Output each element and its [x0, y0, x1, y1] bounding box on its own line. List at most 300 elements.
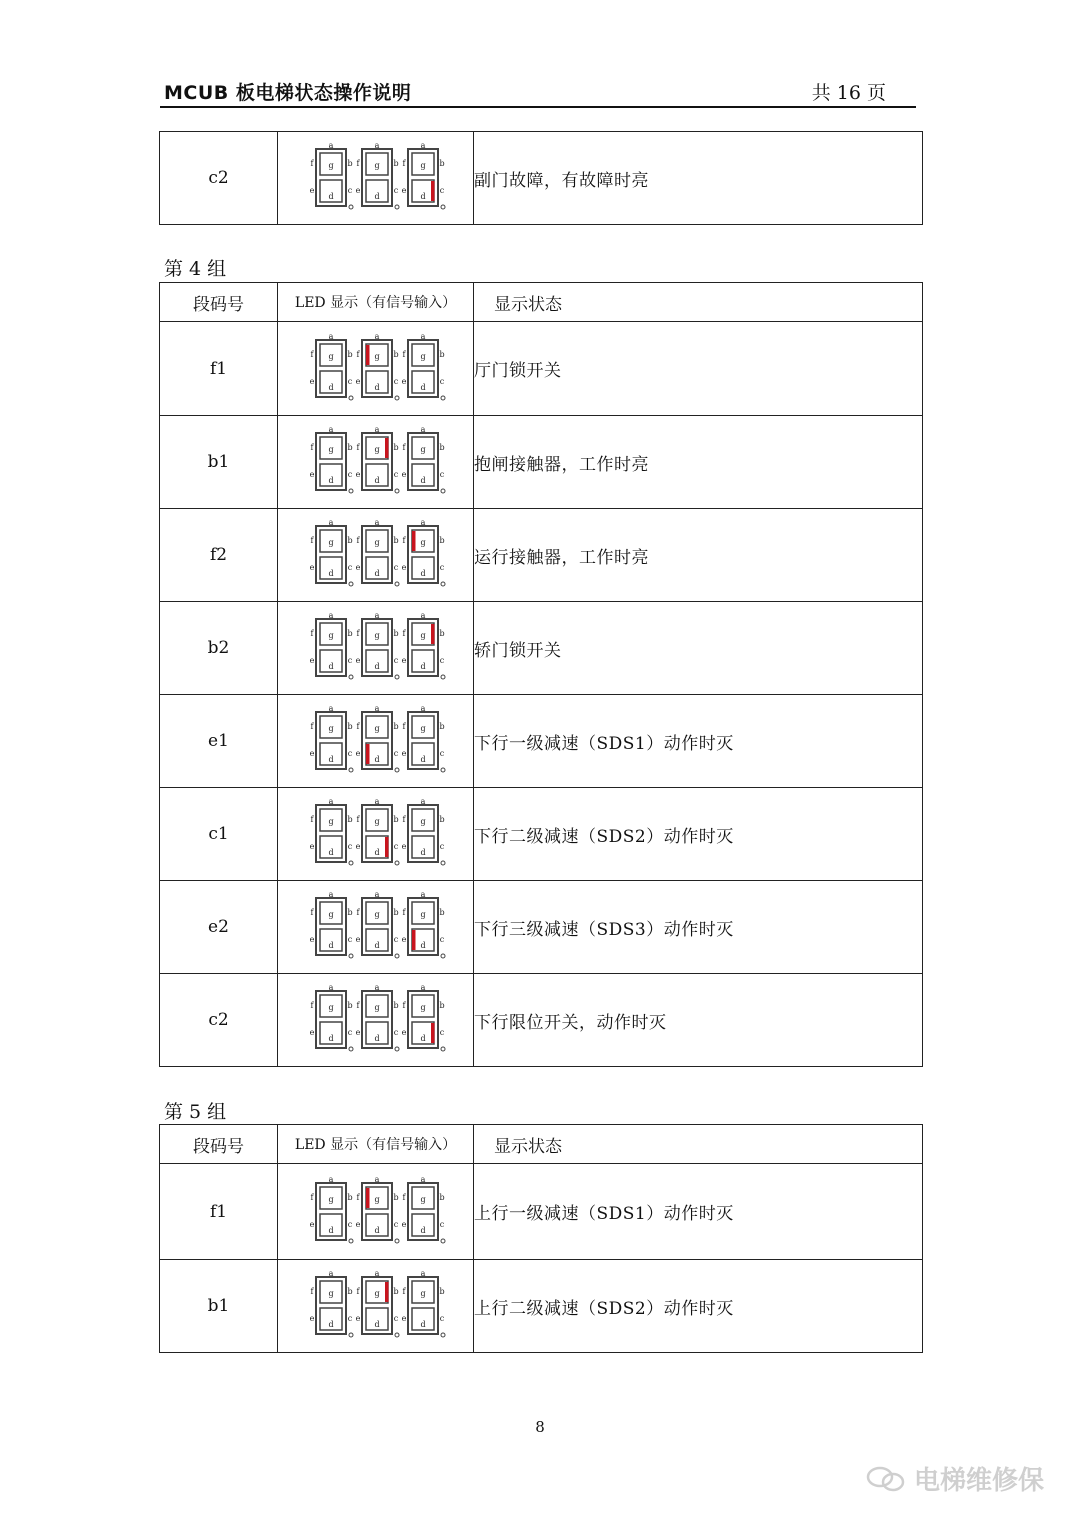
active-segment-f [366, 345, 370, 365]
segment-label-c: c [393, 842, 398, 851]
segment-label-e: e [401, 656, 406, 665]
segment-label-g: g [373, 724, 380, 733]
segment-label-b: b [346, 1287, 353, 1296]
led-digit-1 [309, 613, 352, 679]
led-digit-3 [401, 613, 444, 679]
segment-label-e: e [309, 186, 314, 195]
segment-label-e: e [401, 1314, 406, 1323]
table-row [160, 509, 923, 602]
header-desc: 显示状态 [474, 1125, 923, 1164]
segment-label-d: d [373, 1225, 380, 1235]
segment-label-a: a [374, 799, 379, 806]
segment-label-g: g [373, 1003, 380, 1012]
segment-label-e: e [309, 935, 314, 944]
segment-label-f: f [310, 443, 313, 452]
led-digit-2 [355, 143, 398, 209]
led-digit-2 [355, 1271, 398, 1337]
segment-label-g: g [373, 631, 380, 640]
segment-label-b: b [392, 815, 399, 824]
decimal-point [395, 675, 399, 679]
segment-label-b: b [392, 908, 399, 917]
table-row [160, 322, 923, 416]
decimal-point [395, 861, 399, 865]
led-digit-1 [309, 985, 352, 1051]
segment-label-c: c [393, 470, 398, 479]
segment-label-e: e [355, 186, 360, 195]
segment-label-f: f [402, 159, 405, 168]
led-digit-1 [309, 706, 352, 772]
segment-label-e: e [401, 563, 406, 572]
header-desc: 显示状态 [474, 283, 923, 322]
decimal-point [349, 396, 353, 400]
segment-label-b: b [438, 1001, 445, 1010]
segment-code: f1 [160, 322, 278, 416]
segment-label-a: a [374, 143, 379, 150]
segment-label-d: d [373, 941, 380, 950]
status-description: 下行二级减速（SDS2）动作时灭 [474, 788, 923, 881]
decimal-point [441, 396, 445, 400]
segment-label-f: f [402, 349, 405, 359]
segment-label-g: g [419, 817, 426, 826]
segment-label-a: a [420, 799, 425, 806]
segment-label-d: d [327, 941, 334, 950]
decimal-point [349, 582, 353, 586]
led-display-svg [306, 1271, 446, 1341]
header-led: LED 显示（有信号输入） [278, 1125, 474, 1164]
segment-label-d: d [373, 755, 380, 764]
segment-label-g: g [419, 161, 426, 170]
segment-label-a: a [420, 1271, 425, 1278]
segment-label-e: e [309, 1028, 314, 1037]
led-display-svg [306, 892, 446, 962]
active-segment-e [366, 744, 370, 764]
segment-code: c2 [160, 974, 278, 1067]
segment-label-b: b [392, 443, 399, 452]
led-digit-1 [309, 427, 352, 493]
segment-label-b: b [392, 349, 399, 359]
segment-label-b: b [392, 159, 399, 168]
segment-label-e: e [401, 470, 406, 479]
led-digit-1 [309, 1177, 352, 1243]
decimal-point [441, 1047, 445, 1051]
table-row [160, 695, 923, 788]
segment-label-d: d [419, 848, 426, 857]
status-description: 上行二级减速（SDS2）动作时灭 [474, 1260, 923, 1353]
segment-label-a: a [328, 1271, 333, 1278]
segment-label-a: a [374, 985, 379, 992]
decimal-point [349, 1333, 353, 1337]
led-digit-3 [401, 1177, 444, 1243]
segment-label-f: f [356, 159, 359, 168]
decimal-point [349, 489, 353, 493]
segment-label-a: a [374, 1176, 379, 1184]
segment-label-a: a [328, 333, 333, 341]
segment-label-a: a [420, 613, 425, 620]
segment-label-f: f [310, 1001, 313, 1010]
segment-label-d: d [419, 192, 426, 201]
segment-label-d: d [419, 476, 426, 485]
led-digit-3 [401, 985, 444, 1051]
led-display [278, 509, 474, 602]
segment-label-b: b [346, 815, 353, 824]
led-display [278, 132, 474, 225]
segment-label-f: f [402, 722, 405, 731]
group-4-label: 第 4 组 [164, 258, 227, 280]
segment-label-f: f [310, 908, 313, 917]
led-digit-3 [401, 706, 444, 772]
segment-label-b: b [346, 908, 353, 917]
segment-label-e: e [355, 1219, 360, 1229]
wechat-icon [866, 1465, 906, 1493]
segment-label-g: g [327, 1194, 334, 1204]
segment-label-g: g [373, 1194, 380, 1204]
segment-label-d: d [373, 569, 380, 578]
segment-label-b: b [392, 629, 399, 638]
decimal-point [395, 768, 399, 772]
active-segment-c [385, 837, 389, 857]
segment-code: e1 [160, 695, 278, 788]
segment-label-g: g [419, 910, 426, 919]
segment-label-g: g [327, 631, 334, 640]
segment-label-d: d [327, 755, 334, 764]
led-digit-2 [355, 427, 398, 493]
segment-label-g: g [373, 1289, 380, 1298]
segment-label-c: c [439, 656, 444, 665]
segment-label-e: e [355, 935, 360, 944]
segment-label-c: c [393, 1314, 398, 1323]
led-digit-2 [355, 613, 398, 679]
segment-label-c: c [347, 1314, 352, 1323]
segment-label-d: d [373, 1034, 380, 1043]
segment-label-d: d [327, 1034, 334, 1043]
led-display-svg [306, 143, 446, 213]
decimal-point [395, 1047, 399, 1051]
segment-label-g: g [419, 1194, 426, 1204]
segment-label-a: a [328, 520, 333, 527]
led-digit-3 [401, 799, 444, 865]
segment-label-c: c [439, 563, 444, 572]
segment-label-a: a [328, 892, 333, 899]
decimal-point [441, 861, 445, 865]
segment-code: b2 [160, 602, 278, 695]
segment-label-g: g [373, 445, 380, 454]
segment-code: f1 [160, 1164, 278, 1260]
segment-label-f: f [402, 536, 405, 545]
segment-label-b: b [438, 443, 445, 452]
segment-label-c: c [347, 1219, 352, 1229]
segment-label-g: g [419, 631, 426, 640]
table-header-row [160, 283, 923, 322]
table-row [160, 881, 923, 974]
led-digit-3 [401, 1271, 444, 1337]
segment-label-d: d [327, 192, 334, 201]
led-display-svg [306, 706, 446, 776]
segment-label-c: c [439, 1314, 444, 1323]
segment-label-c: c [393, 1028, 398, 1037]
segment-label-d: d [327, 569, 334, 578]
segment-label-f: f [356, 536, 359, 545]
segment-label-f: f [356, 1192, 359, 1202]
segment-label-f: f [310, 159, 313, 168]
segment-label-d: d [327, 1225, 334, 1235]
watermark [866, 1460, 1044, 1497]
segment-label-c: c [393, 749, 398, 758]
segment-label-e: e [355, 656, 360, 665]
segment-label-g: g [327, 351, 334, 361]
led-display-svg [306, 520, 446, 590]
segment-label-g: g [373, 817, 380, 826]
segment-label-e: e [309, 376, 314, 386]
table-row [160, 1164, 923, 1260]
table-group-4 [159, 282, 923, 1067]
segment-code: c2 [160, 132, 278, 225]
segment-label-e: e [355, 749, 360, 758]
segment-label-e: e [355, 376, 360, 386]
segment-label-a: a [328, 706, 333, 713]
status-description: 下行三级减速（SDS3）动作时灭 [474, 881, 923, 974]
segment-label-c: c [347, 935, 352, 944]
decimal-point [349, 205, 353, 209]
segment-label-d: d [419, 755, 426, 764]
segment-label-f: f [402, 815, 405, 824]
segment-label-b: b [438, 908, 445, 917]
segment-label-d: d [419, 662, 426, 671]
segment-label-f: f [310, 815, 313, 824]
led-digit-2 [355, 892, 398, 958]
header-code: 段码号 [160, 1125, 278, 1164]
decimal-point [395, 582, 399, 586]
segment-label-c: c [347, 842, 352, 851]
segment-label-f: f [356, 908, 359, 917]
status-description: 副门故障，有故障时亮 [474, 132, 923, 225]
segment-label-a: a [328, 985, 333, 992]
segment-label-f: f [356, 1287, 359, 1296]
segment-label-g: g [327, 817, 334, 826]
segment-label-f: f [402, 1001, 405, 1010]
table-row [160, 974, 923, 1067]
segment-label-e: e [355, 842, 360, 851]
segment-label-f: f [310, 1287, 313, 1296]
segment-label-g: g [373, 351, 380, 361]
segment-label-b: b [438, 349, 445, 359]
segment-label-f: f [402, 908, 405, 917]
segment-label-e: e [309, 1219, 314, 1229]
led-digit-1 [309, 334, 352, 400]
table-row [160, 132, 923, 225]
segment-label-g: g [419, 538, 426, 547]
segment-label-f: f [310, 1192, 313, 1202]
status-description: 下行限位开关，动作时灭 [474, 974, 923, 1067]
segment-label-e: e [401, 842, 406, 851]
segment-label-a: a [374, 613, 379, 620]
segment-label-g: g [419, 724, 426, 733]
led-display [278, 1164, 474, 1260]
segment-label-b: b [438, 1287, 445, 1296]
segment-label-a: a [328, 427, 333, 434]
segment-label-e: e [309, 656, 314, 665]
segment-label-b: b [438, 629, 445, 638]
led-digit-2 [355, 799, 398, 865]
segment-label-c: c [347, 656, 352, 665]
segment-label-c: c [439, 749, 444, 758]
table-row [160, 416, 923, 509]
segment-label-e: e [355, 563, 360, 572]
active-segment-f [412, 531, 416, 551]
active-segment-b [385, 1282, 389, 1302]
segment-label-c: c [439, 935, 444, 944]
segment-label-d: d [419, 1034, 426, 1043]
segment-label-f: f [356, 349, 359, 359]
segment-code: e2 [160, 881, 278, 974]
decimal-point [441, 1239, 445, 1243]
segment-label-b: b [438, 722, 445, 731]
segment-label-a: a [328, 799, 333, 806]
segment-label-d: d [327, 662, 334, 671]
header-code: 段码号 [160, 283, 278, 322]
segment-label-e: e [309, 470, 314, 479]
segment-label-b: b [392, 1287, 399, 1296]
segment-label-b: b [346, 349, 353, 359]
segment-label-b: b [438, 159, 445, 168]
led-display-svg [306, 613, 446, 683]
led-digit-1 [309, 892, 352, 958]
decimal-point [441, 205, 445, 209]
segment-label-c: c [439, 186, 444, 195]
led-display [278, 788, 474, 881]
segment-label-b: b [346, 1001, 353, 1010]
segment-label-g: g [419, 1003, 426, 1012]
segment-label-f: f [310, 722, 313, 731]
segment-label-f: f [356, 1001, 359, 1010]
segment-label-e: e [309, 842, 314, 851]
led-display [278, 1260, 474, 1353]
segment-label-g: g [419, 1289, 426, 1298]
segment-label-a: a [420, 520, 425, 527]
segment-label-c: c [439, 376, 444, 386]
segment-label-f: f [402, 443, 405, 452]
decimal-point [349, 1047, 353, 1051]
segment-label-b: b [346, 443, 353, 452]
segment-code: c1 [160, 788, 278, 881]
segment-label-c: c [393, 186, 398, 195]
segment-label-a: a [420, 333, 425, 341]
segment-label-g: g [327, 724, 334, 733]
segment-label-f: f [402, 1192, 405, 1202]
segment-label-e: e [309, 1314, 314, 1323]
led-digit-3 [401, 143, 444, 209]
status-description: 运行接触器，工作时亮 [474, 509, 923, 602]
led-digit-2 [355, 334, 398, 400]
status-description: 下行一级减速（SDS1）动作时灭 [474, 695, 923, 788]
segment-label-g: g [419, 445, 426, 454]
segment-label-c: c [347, 376, 352, 386]
segment-label-d: d [419, 1225, 426, 1235]
segment-label-g: g [327, 910, 334, 919]
segment-label-f: f [310, 349, 313, 359]
segment-label-a: a [328, 143, 333, 150]
segment-label-c: c [393, 935, 398, 944]
active-segment-e [412, 930, 416, 950]
status-description: 轿门锁开关 [474, 602, 923, 695]
segment-label-g: g [327, 161, 334, 170]
decimal-point [441, 582, 445, 586]
segment-label-c: c [439, 1028, 444, 1037]
decimal-point [349, 954, 353, 958]
segment-label-d: d [419, 1320, 426, 1329]
segment-label-d: d [373, 382, 380, 392]
decimal-point [349, 861, 353, 865]
segment-label-e: e [401, 1028, 406, 1037]
segment-label-g: g [419, 351, 426, 361]
active-segment-c [431, 1023, 435, 1043]
segment-label-f: f [402, 1287, 405, 1296]
segment-label-b: b [392, 722, 399, 731]
led-display-svg [306, 334, 446, 404]
segment-label-c: c [439, 842, 444, 851]
segment-label-c: c [393, 1219, 398, 1229]
header-led: LED 显示（有信号输入） [278, 283, 474, 322]
led-digit-1 [309, 799, 352, 865]
segment-label-d: d [327, 382, 334, 392]
segment-label-a: a [374, 892, 379, 899]
segment-label-a: a [328, 613, 333, 620]
segment-label-e: e [401, 935, 406, 944]
segment-label-e: e [401, 1219, 406, 1229]
segment-label-b: b [392, 1001, 399, 1010]
segment-label-d: d [419, 941, 426, 950]
segment-label-b: b [346, 1192, 353, 1202]
segment-label-c: c [347, 186, 352, 195]
led-digit-2 [355, 520, 398, 586]
decimal-point [349, 1239, 353, 1243]
led-digit-2 [355, 706, 398, 772]
decimal-point [395, 1239, 399, 1243]
table-row [160, 602, 923, 695]
led-display [278, 881, 474, 974]
segment-label-c: c [439, 1219, 444, 1229]
segment-label-g: g [327, 445, 334, 454]
segment-label-f: f [356, 815, 359, 824]
page-number: 8 [535, 1418, 545, 1436]
segment-label-b: b [346, 159, 353, 168]
segment-label-c: c [439, 470, 444, 479]
table-row [160, 788, 923, 881]
segment-label-e: e [309, 563, 314, 572]
segment-label-e: e [401, 186, 406, 195]
segment-label-d: d [373, 192, 380, 201]
led-digit-3 [401, 427, 444, 493]
decimal-point [441, 768, 445, 772]
segment-label-d: d [373, 1320, 380, 1329]
segment-label-d: d [373, 476, 380, 485]
led-display [278, 602, 474, 695]
led-display [278, 974, 474, 1067]
segment-label-a: a [420, 1176, 425, 1184]
status-description: 厅门锁开关 [474, 322, 923, 416]
led-digit-2 [355, 985, 398, 1051]
segment-label-d: d [419, 569, 426, 578]
led-display-svg [306, 1177, 446, 1247]
led-display [278, 416, 474, 509]
active-segment-f [366, 1188, 370, 1208]
segment-label-a: a [374, 427, 379, 434]
segment-label-g: g [327, 1003, 334, 1012]
segment-code: f2 [160, 509, 278, 602]
segment-label-b: b [392, 1192, 399, 1202]
led-digit-2 [355, 1177, 398, 1243]
segment-label-g: g [327, 1289, 334, 1298]
segment-label-e: e [355, 1314, 360, 1323]
